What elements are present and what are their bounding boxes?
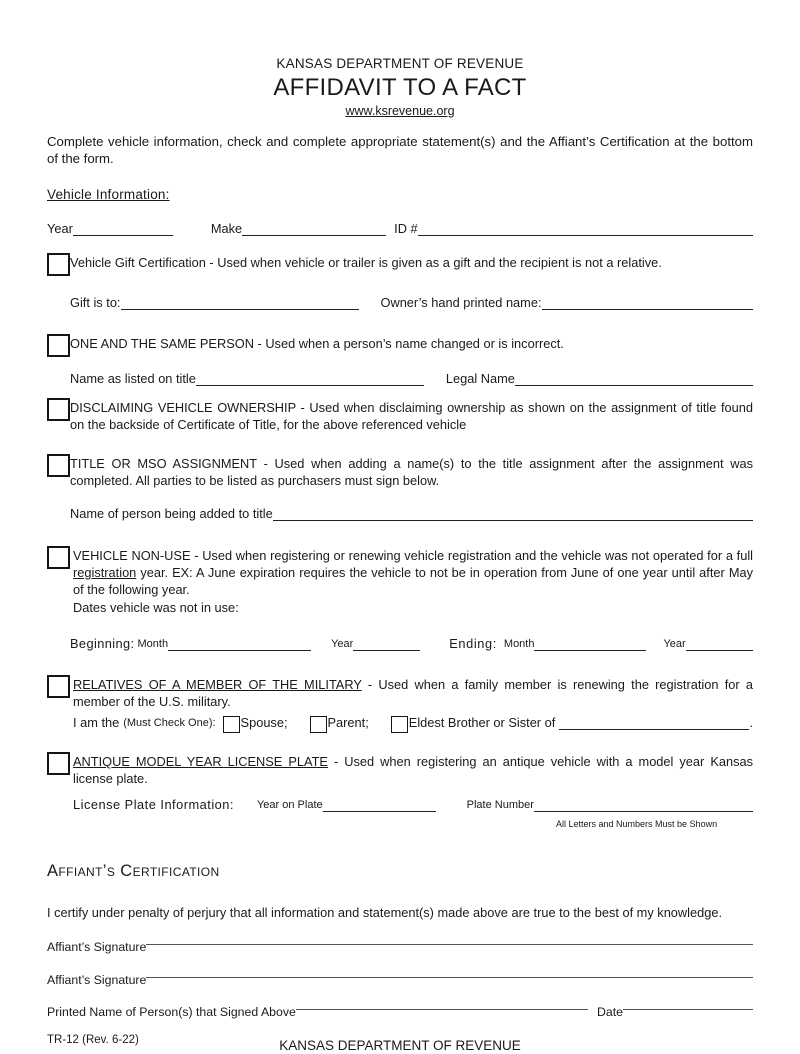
military-choice-row (73, 715, 753, 731)
section-same-person (47, 335, 753, 357)
title-mso-statement (70, 456, 753, 490)
section-antique (47, 753, 753, 832)
disclaiming-description: - Used when disclaiming ownership as shown on the assignment of title found on the backside of Certificate of Title, for the above referenced vehicle (70, 400, 753, 433)
make-label: Make (210, 221, 243, 237)
military-description-text: - Used when a family member is renewing the registration for a member of the U.S. military. (73, 677, 753, 710)
beginning-month-field[interactable] (168, 648, 311, 651)
year-label: Year (47, 221, 73, 237)
affiant-signature-field-2[interactable] (146, 977, 753, 978)
gift-description: - Used when vehicle or trailer is given as a gift and the recipient is not a relative. (209, 255, 662, 271)
disclaiming-checkbox[interactable] (47, 398, 70, 421)
footer-department: KANSAS DEPARTMENT OF REVENUE (279, 1038, 521, 1054)
military-title: RELATIVES OF A MEMBER OF THE MILITARY (73, 677, 362, 693)
date-label: Date (597, 1005, 623, 1020)
affiant-signature-label-1: Affiant’s Signature (47, 940, 147, 955)
eldest-label: Eldest Brother or Sister of (408, 715, 556, 731)
year-on-plate-field[interactable] (323, 809, 436, 812)
title-mso-checkbox[interactable] (47, 454, 70, 477)
non-use-description (73, 548, 753, 599)
eldest-of-field[interactable] (559, 727, 749, 730)
spouse-checkbox[interactable] (223, 716, 240, 733)
spouse-label: Spouse; (240, 715, 288, 731)
ending-month-field[interactable] (534, 648, 646, 651)
vehicle-info-heading: Vehicle Information: (47, 187, 170, 203)
signature-row-2 (47, 973, 753, 988)
ending-month-label: Month (503, 637, 535, 650)
parent-label: Parent; (327, 715, 369, 731)
affiant-signature-field-1[interactable] (146, 944, 753, 945)
plate-note: All Letters and Numbers Must be Shown (556, 818, 718, 829)
plate-number-field[interactable] (534, 809, 753, 812)
military-description (73, 677, 753, 711)
parent-checkbox[interactable] (310, 716, 327, 733)
gift-fields-row (70, 295, 753, 311)
gift-checkbox[interactable] (47, 253, 70, 276)
section-title-mso (47, 455, 753, 490)
name-on-title-field[interactable] (196, 383, 424, 386)
year-on-plate-label: Year on Plate (256, 798, 323, 811)
plate-number-label: Plate Number (466, 798, 534, 811)
ending-label: Ending: (449, 636, 497, 652)
legal-name-label: Legal Name (445, 371, 515, 387)
same-person-fields-row (70, 371, 753, 387)
plate-note-wrap (556, 815, 753, 832)
non-use-desc1: - Used when registering or renewing vehicle registration and the vehicle was not operated for a full (194, 547, 754, 563)
year-field[interactable] (73, 233, 173, 236)
antique-description-text: - Used when registering an antique vehicle with a model year Kansas license plate. (73, 754, 753, 787)
vehicle-info-row (47, 221, 753, 237)
owner-name-field[interactable] (542, 307, 753, 310)
ending-year-field[interactable] (686, 648, 753, 651)
header-department: KANSAS DEPARTMENT OF REVENUE (276, 56, 524, 71)
website-link[interactable]: www.ksrevenue.org (345, 104, 455, 118)
i-am-the-label: I am the (73, 715, 120, 731)
antique-description (73, 754, 753, 788)
beginning-year-field[interactable] (353, 648, 420, 651)
gift-to-label: Gift is to: (70, 295, 121, 311)
military-checkbox[interactable] (47, 675, 70, 698)
section-disclaiming (47, 399, 753, 434)
name-on-title-label: Name as listed on title (70, 371, 196, 387)
same-person-title: ONE AND THE SAME PERSON (70, 336, 254, 352)
non-use-checkbox[interactable] (47, 546, 70, 569)
non-use-statement (73, 547, 753, 618)
date-field[interactable] (623, 1009, 753, 1010)
disclaiming-title: DISCLAIMING VEHICLE OWNERSHIP (70, 400, 296, 416)
ending-year-label: Year (663, 637, 686, 650)
form-number: TR-12 (Rev. 6-22) (47, 1034, 139, 1047)
non-use-dates-row (70, 636, 753, 652)
same-person-statement (70, 336, 564, 353)
antique-statement (73, 753, 753, 832)
sentence-period: . (749, 715, 753, 731)
non-use-desc2: year. EX: A June expiration requires the vehicle to not be in operation from June of one year until after May of the following year. (73, 564, 753, 597)
form-title: AFFIDAVIT TO A FACT (273, 74, 527, 101)
id-field[interactable] (418, 233, 753, 236)
gift-title: Vehicle Gift Certification (70, 255, 206, 271)
legal-name-field[interactable] (515, 383, 753, 386)
form-footer (47, 1034, 753, 1054)
title-mso-description: - Used when adding a name(s) to the title assignment after the assignment was completed. All parties to be listed as purchasers must sign below. (70, 456, 753, 488)
gift-statement (70, 255, 662, 272)
printed-name-label: Printed Name of Person(s) that Signed Above (47, 1005, 296, 1020)
section-military (47, 676, 753, 731)
beginning-label: Beginning: (70, 636, 135, 652)
same-person-checkbox[interactable] (47, 334, 70, 357)
printed-name-row (47, 1005, 753, 1020)
non-use-dates-label: Dates vehicle was not in use: (73, 600, 239, 616)
eldest-checkbox[interactable] (391, 716, 408, 733)
added-name-row (70, 506, 753, 522)
antique-checkbox[interactable] (47, 752, 70, 775)
beginning-month-label: Month (137, 637, 169, 650)
non-use-title: VEHICLE NON-USE (73, 547, 191, 563)
must-check-one-label: (Must Check One): (123, 716, 216, 729)
plate-info-row (73, 797, 753, 813)
form-header (47, 56, 753, 118)
printed-name-field[interactable] (296, 1009, 588, 1010)
signature-row-1 (47, 940, 753, 955)
same-person-description: - Used when a person’s name changed or is incorrect. (257, 336, 564, 352)
beginning-year-label: Year (331, 637, 354, 650)
intro-text: Complete vehicle information, check and complete appropriate statement(s) and the Affiant’s Certification at the bottom of the form. (47, 134, 753, 167)
section-non-use (47, 547, 753, 618)
owner-name-label: Owner’s hand printed name: (380, 295, 542, 311)
section-vehicle-gift (47, 254, 753, 276)
title-mso-title: TITLE OR MSO ASSIGNMENT (70, 456, 257, 472)
plate-info-label: License Plate Information: (73, 796, 234, 812)
antique-title: ANTIQUE MODEL YEAR LICENSE PLATE (73, 754, 328, 770)
certification-heading: Affiant’s Certification (47, 861, 220, 880)
certification-statement: I certify under penalty of perjury that all information and statement(s) made above are true to the best of my knowledge. (47, 904, 723, 920)
non-use-registration-underlined: registration (73, 564, 137, 580)
military-statement (73, 676, 753, 731)
gift-to-field[interactable] (121, 307, 359, 310)
id-label: ID # (394, 221, 418, 237)
make-field[interactable] (242, 233, 386, 236)
added-name-label: Name of person being added to title (70, 505, 273, 521)
disclaiming-statement (70, 400, 753, 434)
added-name-field[interactable] (273, 518, 753, 521)
affiant-signature-label-2: Affiant’s Signature (47, 972, 147, 987)
